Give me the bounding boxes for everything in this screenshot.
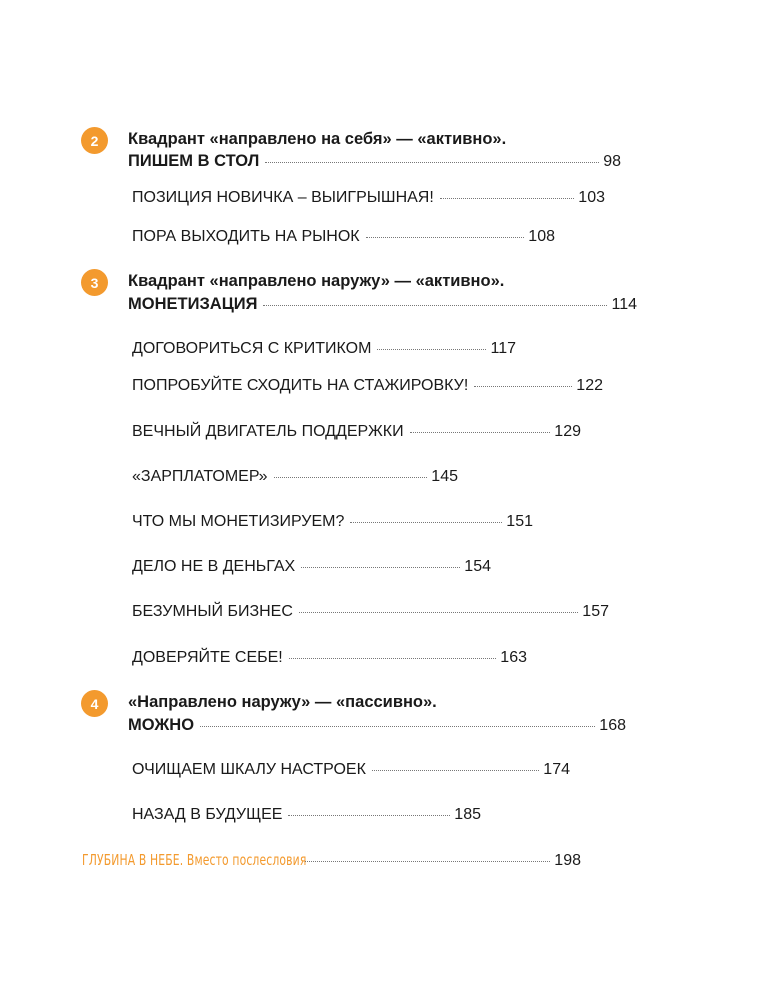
toc-entry-chapter[interactable] [128,716,626,738]
page-number: 157 [582,603,609,620]
page-number: 163 [500,649,527,666]
toc-entry[interactable] [132,513,533,535]
page-number: 174 [543,761,570,778]
dot-leader [440,198,575,199]
page-number: 122 [576,377,603,394]
chapter-title: Квадрант «направлено наружу» — «активно». [128,272,505,290]
page-number: 114 [611,296,637,313]
toc-entry-afterword[interactable] [82,851,581,873]
chapter-number-badge: 4 [81,690,108,717]
toc-entry[interactable] [132,603,609,625]
dot-leader [288,815,450,816]
dot-leader [265,162,599,163]
entry-title: ПОЗИЦИЯ НОВИЧКА – ВЫИГРЫШНАЯ! [132,189,434,206]
entry-title: НАЗАД В БУДУЩЕЕ [132,806,283,823]
entry-title: ДЕЛО НЕ В ДЕНЬГАХ [132,558,296,575]
entry-title: ДОГОВОРИТЬСЯ С КРИТИКОМ [132,340,372,357]
page-number: 98 [603,153,621,170]
toc-entry[interactable] [132,468,458,490]
toc-entry[interactable] [132,340,516,362]
entry-title: ПОПРОБУЙТЕ СХОДИТЬ НА СТАЖИРОВКУ! [132,377,469,394]
entry-title: ГЛУБИНА В НЕБЕ. Вместо послесловия [82,851,307,869]
page-number: 154 [464,558,491,575]
page-number: 198 [554,852,581,869]
dot-leader [350,522,502,523]
page-number: 129 [554,423,581,440]
page-number: 103 [578,189,605,206]
toc-entry[interactable] [132,761,570,783]
entry-title: ПИШЕМ В СТОЛ [128,152,260,170]
toc-entry[interactable] [132,189,605,211]
dot-leader [200,726,595,727]
entry-title: «ЗАРПЛАТОМЕР» [132,468,268,485]
entry-title: ВЕЧНЫЙ ДВИГАТЕЛЬ ПОДДЕРЖКИ [132,423,404,440]
toc-entry[interactable] [132,558,491,580]
dot-leader [299,612,578,613]
chapter-title: «Направлено наружу» — «пассивно». [128,693,437,711]
toc-entry[interactable] [132,377,603,399]
dot-leader [474,386,572,387]
dot-leader [372,770,539,771]
entry-title: МОНЕТИЗАЦИЯ [128,295,258,313]
page-number: 117 [490,340,516,357]
page-number: 151 [506,513,533,530]
page-number: 168 [599,717,626,734]
toc-entry[interactable] [132,423,581,445]
page-number: 145 [431,468,458,485]
chapter-number-badge: 2 [81,127,108,154]
entry-title: ДОВЕРЯЙТЕ СЕБЕ! [132,649,283,666]
page-number: 108 [528,228,555,245]
toc-entry[interactable] [132,649,527,671]
toc-entry[interactable] [132,806,481,828]
entry-title: ОЧИЩАЕМ ШКАЛУ НАСТРОЕК [132,761,366,778]
dot-leader [377,349,486,350]
chapter-title: Квадрант «направлено на себя» — «активно». [128,130,507,148]
toc-entry-chapter[interactable] [128,152,621,174]
entry-title: ЧТО МЫ МОНЕТИЗИРУЕМ? [132,513,345,530]
entry-title: МОЖНО [128,716,195,734]
toc-entry[interactable] [132,228,555,250]
chapter-number-badge: 3 [81,269,108,296]
page-number: 185 [454,806,481,823]
dot-leader [289,658,497,659]
dot-leader [274,477,428,478]
dot-leader [301,567,460,568]
toc-entry-chapter[interactable] [128,295,637,317]
dot-leader [263,305,607,306]
entry-title: БЕЗУМНЫЙ БИЗНЕС [132,603,293,620]
dot-leader [366,237,525,238]
entry-title: ПОРА ВЫХОДИТЬ НА РЫНОК [132,228,360,245]
dot-leader [305,861,551,862]
dot-leader [410,432,551,433]
